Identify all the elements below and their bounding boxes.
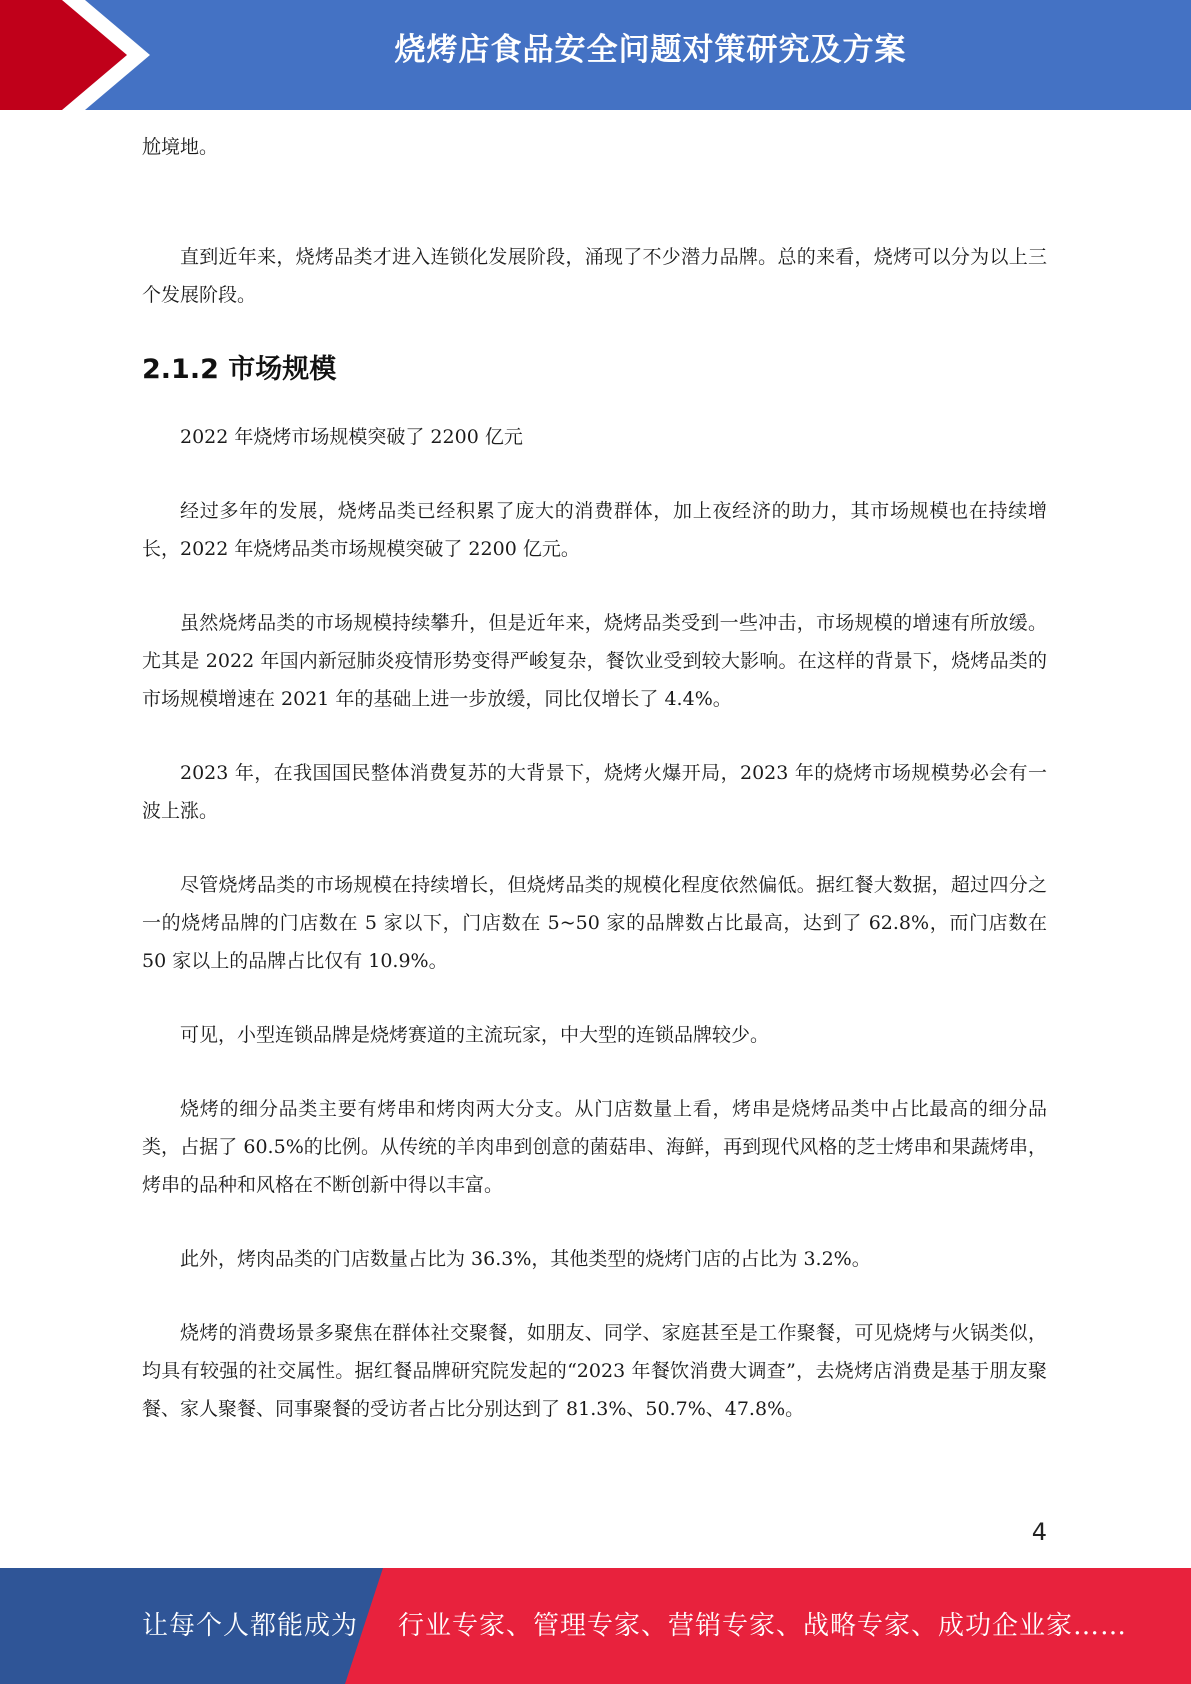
page-header bbox=[0, 0, 1191, 110]
paragraph: 直到近年来，烧烤品类才进入连锁化发展阶段，涌现了不少潜力品牌。总的来看，烧烤可以分为以上三个发展阶段。 bbox=[142, 246, 1047, 306]
paragraph: 2023 年，在我国国民整体消费复苏的大背景下，烧烤火爆开局，2023 年的烧烤市场规模势必会有一波上涨。 bbox=[142, 762, 1047, 822]
header-chevron-decoration bbox=[0, 0, 150, 110]
paragraph: 经过多年的发展，烧烤品类已经积累了庞大的消费群体，加上夜经济的助力，其市场规模也在持续增长，2022 年烧烤品类市场规模突破了 2200 亿元。 bbox=[142, 500, 1047, 560]
paragraph: 烧烤的细分品类主要有烤串和烤肉两大分支。从门店数量上看，烤串是烧烤品类中占比最高的细分品类，占据了 60.5%的比例。从传统的羊肉串到创意的菌菇串、海鲜，再到现代风格的芝士烤串和果蔬烤串，烤串的品种和风格在不断创新中得以丰富。 bbox=[142, 1098, 1047, 1196]
paragraph: 烧烤的消费场景多聚焦在群体社交聚餐，如朋友、同学、家庭甚至是工作聚餐，可见烧烤与火锅类似，均具有较强的社交属性。据红餐品牌研究院发起的“2023 年餐饮消费大调查”，去烧烤店消费是基于朋友聚餐、家人聚餐、同事聚餐的受访者占比分别达到了 81.3%、50.7%、47.8%。 bbox=[142, 1322, 1047, 1420]
section-heading: 2.1.2 市场规模 bbox=[142, 354, 337, 385]
paragraph: 可见，小型连锁品牌是烧烤赛道的主流玩家，中大型的连锁品牌较少。 bbox=[180, 1024, 770, 1046]
header-red-chevron bbox=[0, 0, 127, 110]
document-body bbox=[142, 128, 1047, 1464]
paragraph: 虽然烧烤品类的市场规模持续攀升，但是近年来，烧烤品类受到一些冲击，市场规模的增速有所放缓。尤其是 2022 年国内新冠肺炎疫情形势变得严峻复杂，餐饮业受到较大影响。在这样的背景下，烧烤品类的市场规模增速在 2021 年的基础上进一步放缓，同比仅增长了 4.4%。 bbox=[142, 612, 1047, 710]
paragraph: 2022 年烧烤市场规模突破了 2200 亿元 bbox=[180, 426, 523, 448]
paragraph: 尽管烧烤品类的市场规模在持续增长，但烧烤品类的规模化程度依然偏低。据红餐大数据，超过四分之一的烧烤品牌的门店数在 5 家以下，门店数在 5~50 家的品牌数占比最高，达到了 62.8%，而门店数在 50 家以上的品牌占比仅有 10.9%。 bbox=[142, 874, 1047, 972]
paragraph: 此外，烤肉品类的门店数量占比为 36.3%，其他类型的烧烤门店的占比为 3.2%。 bbox=[180, 1248, 871, 1270]
footer-slogan-left: 让每个人都能成为 bbox=[142, 1611, 359, 1641]
page-number: 4 bbox=[1031, 1518, 1047, 1546]
footer-slogan-right: 行业专家、管理专家、营销专家、战略专家、成功企业家…… bbox=[398, 1611, 1128, 1641]
page-footer bbox=[0, 1568, 1191, 1684]
paragraph-continuation: 尬境地。 bbox=[142, 136, 219, 158]
header-title: 烧烤店食品安全问题对策研究及方案 bbox=[394, 32, 907, 68]
